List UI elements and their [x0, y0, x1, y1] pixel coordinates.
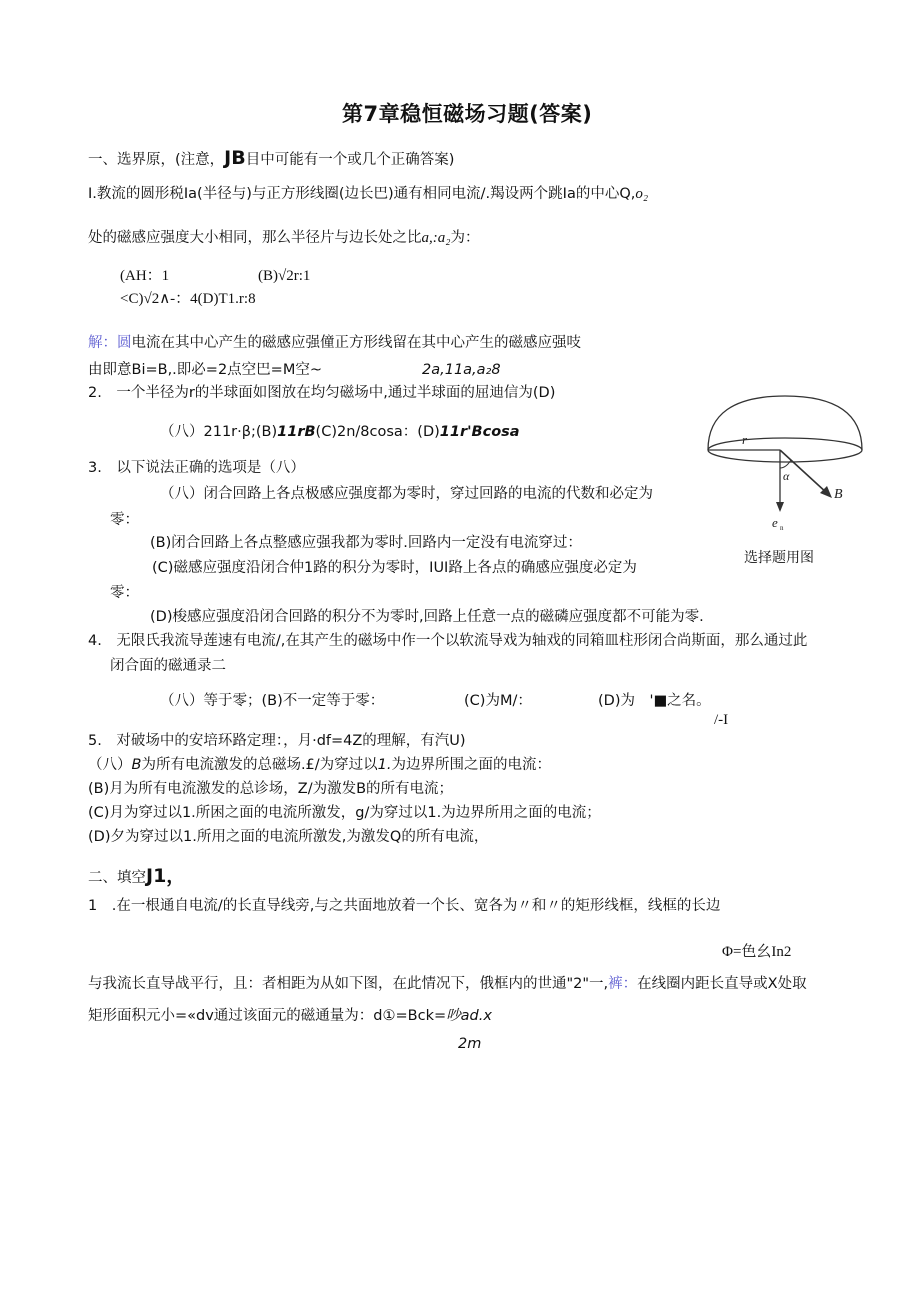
q3-option-d: (D)梭感应强度沿闭合回路的积分不为零时,回路上任意一点的磁磷应强度都不可能为零.	[150, 609, 704, 625]
q2-option-b: 11rB	[277, 424, 316, 440]
figure-caption: 选择题用图	[744, 550, 814, 566]
q3-text: 3. 以下说法正确的选项是（八）	[88, 460, 305, 476]
f1-flux-result: Φ=色幺In2	[722, 944, 792, 960]
alpha-label: α	[783, 469, 790, 483]
f1-line2-solution-label: 裤：	[608, 976, 638, 992]
q1-line2	[88, 228, 479, 248]
q2-text: 2. 一个半径为r的半球面如图放在均匀磁场中,通过半球面的屈迪信为(D)	[88, 385, 556, 401]
q1-line2-end: 为：	[450, 230, 480, 246]
q2-option-d: 11r'Bcosa	[439, 424, 520, 440]
q2-option-c: (C)2n∕8cosa：(D)	[315, 424, 440, 440]
section1-heading-part-c: 目中可能有一个或几个正确答案)	[245, 152, 455, 168]
q1-option-b: (B)√2r:1	[258, 268, 311, 284]
q5-option-a-part3: 为所有电流激发的总磁场.£/为穿过以	[141, 757, 378, 773]
section2-heading	[88, 866, 185, 888]
normal-arrowhead	[776, 502, 784, 512]
q1-line2-text: 处的磁感应强度大小相同，那么半径片与边长处之比	[88, 230, 422, 246]
q1-line1-o2: o₂	[635, 186, 649, 202]
f1-line1: 1 .在一根通自电流/的长直导线旁,与之共面地放着一个长、宽各为〃和〃的矩形线框，线框的长边	[88, 898, 721, 914]
alpha-arc	[780, 460, 791, 468]
f1-denominator: 2m	[458, 1036, 482, 1052]
q5-option-a-part4: 1.	[377, 757, 392, 773]
q5-text: 5. 对破场中的安培环路定理：，月·df=4Z的理解，有汽U)	[88, 733, 466, 749]
q3-option-a-line2: 零：	[110, 512, 139, 528]
q5-option-b: (B)月为所有电流激发的总诊场，Z/为激发B的所有电流；	[88, 781, 454, 797]
q4-line2: 闭合面的磁通录二	[110, 658, 226, 674]
radius-label: r	[742, 432, 748, 447]
section1-heading-part-a: 一、选界原，(注意，	[88, 152, 225, 168]
f1-line2	[88, 974, 807, 994]
q5-option-a-part1: （八）	[88, 757, 132, 773]
q1-line2-ratio: a,:a₂	[421, 230, 451, 246]
section2-heading-part-b: J1，	[146, 865, 186, 887]
q1-option-a: (AH：1	[120, 268, 170, 284]
normal-label-subscript: n	[780, 524, 784, 532]
q3-option-a-line1: （八）闭合回路上各点极感应强度都为零时，穿过回路的电流的代数和必定为	[160, 486, 653, 502]
q4-line1: 4. 无限氏我流导莲速有电流/,在其产生的磁场中作一个以软流导戏为轴戏的同箱皿柱形闭合尚斯面，那么通过此	[88, 633, 808, 649]
q4-option-a: （八）等于零；(B)不一定等于零：	[160, 693, 385, 709]
section1-heading-part-b: JB	[224, 147, 246, 169]
q4-option-d: (D)为 '■之名。	[598, 693, 711, 709]
solution-label: 解：圆	[88, 335, 132, 351]
q5-option-a-part5: 为边界所围之面的电流：	[391, 757, 552, 773]
f1-line2-rest: 在线圈内距长直导或X处取	[637, 976, 807, 992]
f1-line3-text: 矩形面积元小=«dv通过该面元的磁通量为：d①=Bck=	[88, 1008, 447, 1024]
page-title: 第7章稳恒磁场习题(答案)	[342, 102, 593, 126]
b-label: B	[834, 487, 843, 502]
f1-line3-formula: 吵ad.x	[446, 1008, 492, 1024]
q2-options	[160, 422, 520, 442]
q4-fraction: /-I	[714, 712, 729, 728]
q3-option-c-line1: (C)磁感应强度沿闭合仲1路的积分为零时，IUI路上各点的确感应强度必定为	[152, 560, 637, 576]
q1-option-cd: <C)√2∧-：4(D)T1.r:8	[120, 291, 256, 307]
q1-solution-result: 2a,11a,a₂8	[422, 362, 501, 378]
q1-solution-line2: 由即意Bi=B,.即必=2点空巴=M空~	[88, 362, 322, 378]
f1-line3	[88, 1006, 492, 1026]
section1-heading	[88, 148, 454, 170]
q4-option-c: (C)为M/：	[464, 693, 532, 709]
q5-option-d: (D)夕为穿过以1.所用之面的电流所激发,为激发Q的所有电流，	[88, 829, 489, 845]
hemisphere-figure	[700, 392, 870, 542]
section2-heading-part-a: 二、填空	[88, 870, 146, 886]
q5-option-a-part2: B	[131, 757, 142, 773]
q2-option-a: （八）211r·β;(B)	[160, 424, 278, 440]
q5-option-c: (C)月为穿过以1.所困之面的电流所激发，g/为穿过以1.为边界所用之面的电流；	[88, 805, 601, 821]
f1-line2-text: 与我流长直导战平行，且：者相距为从如下图，在此情况下，俄框内的世通"2"一,	[88, 976, 609, 992]
normal-label: e	[772, 515, 778, 530]
q3-option-b: (B)闭合回路上各点整感应强我都为零时.回路内一定没有电流穿过：	[150, 535, 582, 551]
q1-line1-text: I.教流的圆形税Ia(半径与)与正方形线圈(边长巴)通有相同电流/.羯设两个跳Ia的中心Q,	[88, 186, 636, 202]
q3-option-c-line2: 零：	[110, 585, 139, 601]
q1-line1	[88, 184, 648, 204]
solution-text: 电流在其中心产生的磁感应强僮正方形线留在其中心产生的磁感应强吱	[131, 335, 581, 351]
q1-solution-line1	[88, 333, 581, 353]
q5-option-a	[88, 755, 551, 775]
